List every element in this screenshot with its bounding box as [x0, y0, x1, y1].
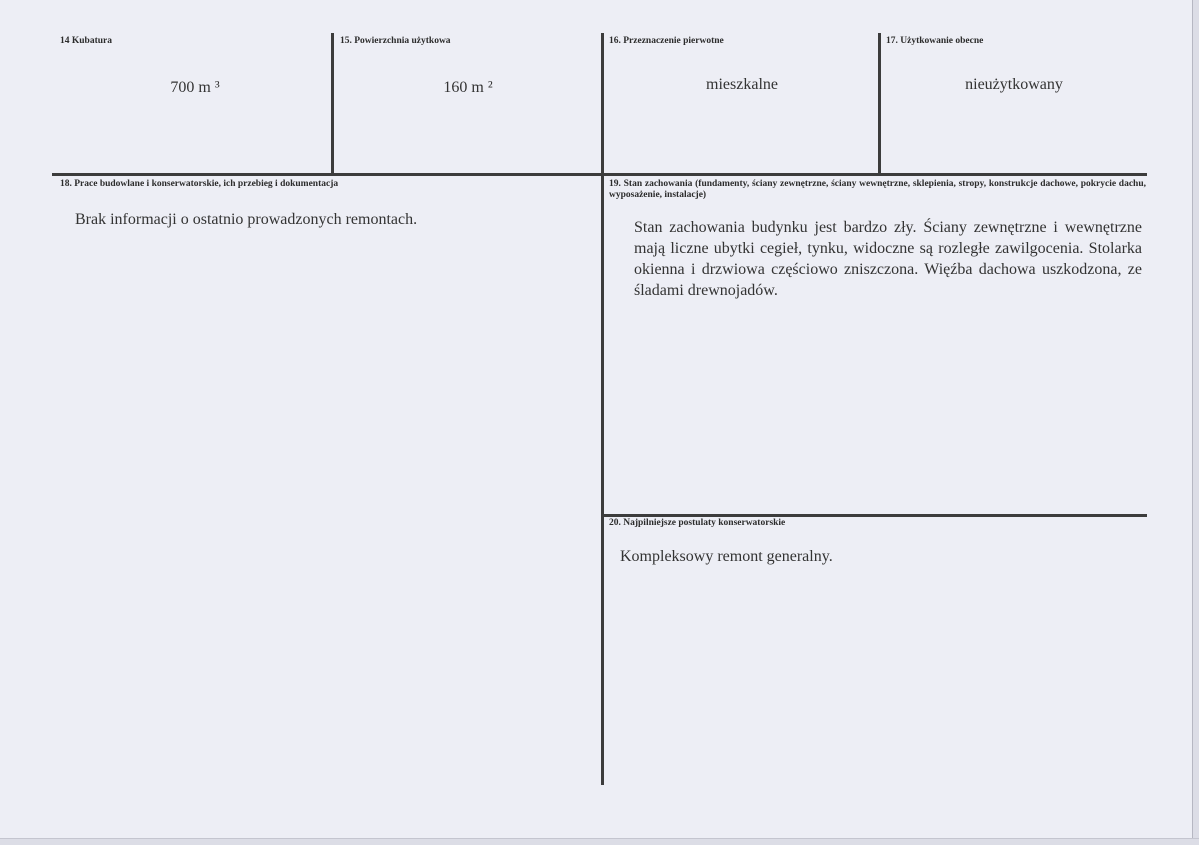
uzytkowanie-value: nieużytkowany: [965, 76, 1063, 93]
kubatura-label: 14 Kubatura: [60, 36, 112, 46]
scan-edge-right: [1192, 0, 1199, 845]
stan-zachowania-label: 19. Stan zachowania (fundamenty, ściany zewnętrzne, ściany wewnętrzne, sklepienia, stropy, konstrukcje dachowe, pokrycie dachu, wyposażenie, instalacje): [609, 179, 1146, 200]
prace-budowlane-text: Brak informacji o ostatnio prowadzonych remontach.: [75, 211, 418, 228]
uzytkowanie-label: 17. Użytkowanie obecne: [886, 36, 984, 46]
divider-horizontal-top: [52, 173, 1147, 176]
divider-vertical-2: [601, 33, 604, 785]
divider-vertical-3: [878, 33, 881, 173]
stan-zachowania-text: Stan zachowania budynku jest bardzo zły. Ściany zewnętrzne i wewnętrzne mają liczne ubytki cegieł, tynku, widoczne są rozległe zawilgocenia. Stolarka okienna i drzwiowa częściowo zniszczona. Więźba dachowa uszkodzona, ze śladami drewnojadów.: [634, 219, 1142, 299]
postulaty-label: 20. Najpilniejsze postulaty konserwatorskie: [609, 518, 786, 528]
przeznaczenie-label: 16. Przeznaczenie pierwotne: [609, 36, 724, 46]
kubatura-value: 700 m ³: [170, 79, 220, 96]
divider-horizontal-20: [604, 514, 1147, 517]
divider-vertical-1: [331, 33, 334, 173]
przeznaczenie-value: mieszkalne: [706, 76, 778, 93]
powierzchnia-value: 160 m ²: [443, 79, 493, 96]
powierzchnia-label: 15. Powierzchnia użytkowa: [340, 36, 451, 46]
postulaty-text: Kompleksowy remont generalny.: [620, 548, 833, 565]
scan-edge-bottom: [0, 838, 1199, 845]
prace-budowlane-label: 18. Prace budowlane i konserwatorskie, ich przebieg i dokumentacja: [60, 179, 339, 189]
